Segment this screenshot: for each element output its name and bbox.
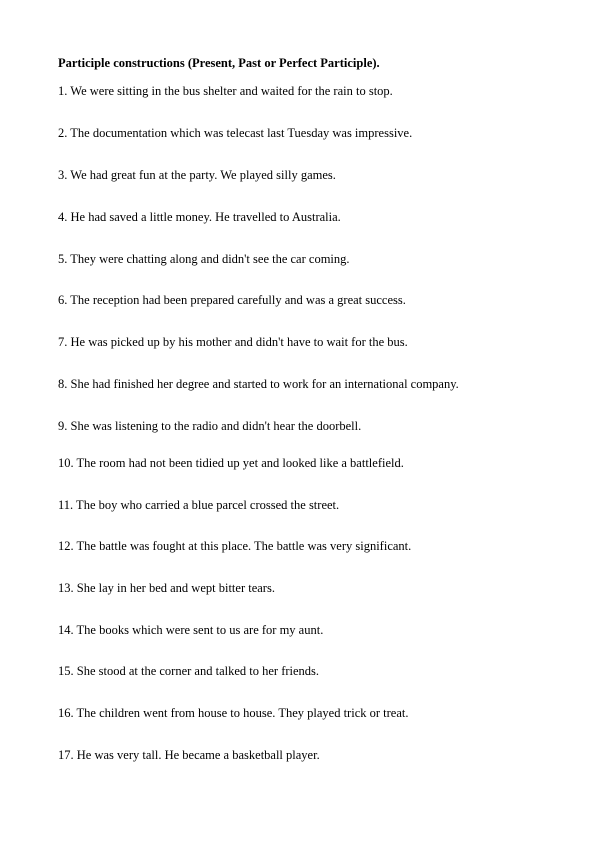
- sentence-2: 2. The documentation which was telecast last Tuesday was impressive.: [58, 126, 413, 140]
- sentence-10: 10. The room had not been tidied up yet and looked like a battlefield.: [58, 456, 404, 470]
- sentence-7: 7. He was picked up by his mother and didn't have to wait for the bus.: [58, 335, 408, 349]
- sentence-1: 1. We were sitting in the bus shelter and waited for the rain to stop.: [58, 84, 393, 98]
- sentence-17: 17. He was very tall. He became a basketball player.: [58, 748, 320, 762]
- sentence-15: 15. She stood at the corner and talked to her friends.: [58, 664, 320, 678]
- sentence-8: 8. She had finished her degree and started to work for an international company.: [58, 377, 459, 391]
- sentence-5: 5. They were chatting along and didn't see the car coming.: [58, 252, 350, 266]
- sentence-4: 4. He had saved a little money. He travelled to Australia.: [58, 210, 341, 224]
- sentence-12: 12. The battle was fought at this place. The battle was very significant.: [58, 539, 412, 553]
- sentence-6: 6. The reception had been prepared carefully and was a great success.: [58, 293, 406, 307]
- sentence-11: 11. The boy who carried a blue parcel crossed the street.: [58, 498, 340, 512]
- sentence-13: 13. She lay in her bed and wept bitter tears.: [58, 581, 275, 595]
- worksheet-title: Participle constructions (Present, Past or Perfect Participle).: [58, 56, 380, 70]
- sentence-9: 9. She was listening to the radio and didn't hear the doorbell.: [58, 419, 362, 433]
- sentence-16: 16. The children went from house to house. They played trick or treat.: [58, 706, 409, 720]
- sentence-14: 14. The books which were sent to us are for my aunt.: [58, 623, 324, 637]
- sentence-3: 3. We had great fun at the party. We played silly games.: [58, 168, 336, 182]
